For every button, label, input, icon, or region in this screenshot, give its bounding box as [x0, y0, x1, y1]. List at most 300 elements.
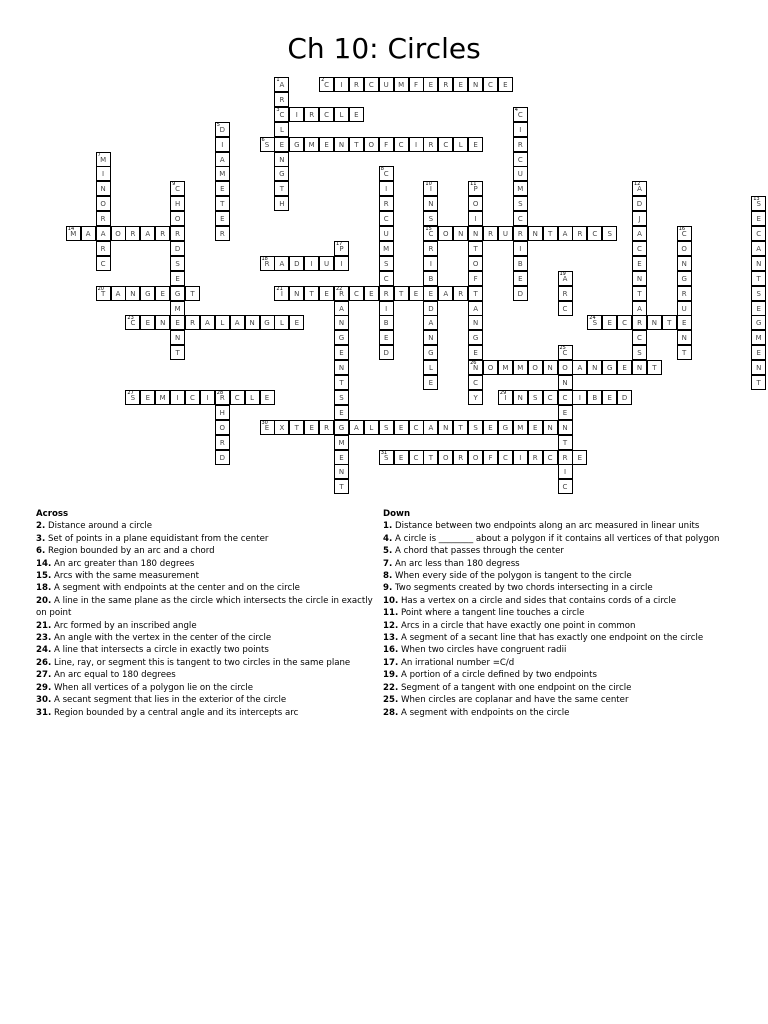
cell-letter: T: [339, 483, 344, 492]
cell-letter: N: [651, 319, 658, 328]
clue-number: 15: [425, 226, 432, 232]
clue-text: A segment with endpoints at the center and on the circle: [51, 583, 300, 594]
cell-letter: B: [592, 393, 598, 402]
cell-letter: L: [339, 110, 344, 119]
cell-letter: U: [502, 230, 508, 238]
down-clue: [383, 707, 728, 719]
clue-number: 10: [425, 181, 432, 188]
cell-letter: R: [458, 453, 464, 462]
clue-number: 26: [470, 360, 477, 367]
cell-letter: R: [562, 289, 568, 298]
clue-number: 25: [559, 345, 566, 352]
grid-cell: [334, 464, 349, 479]
grid-cell: [423, 211, 438, 226]
cell-letter: O: [562, 364, 568, 373]
grid-cell: [438, 450, 453, 465]
clue-text: Distance around a circle: [45, 521, 153, 532]
grid-cell: [513, 286, 528, 301]
cell-letter: S: [473, 423, 478, 432]
clue-number: 11: [470, 181, 477, 188]
cell-letter: S: [532, 393, 538, 402]
cell-letter: C: [562, 304, 568, 313]
grid-cell: [334, 286, 349, 301]
cell-letter: L: [369, 423, 374, 432]
cell-letter: I: [519, 453, 522, 462]
cell-letter: B: [517, 259, 523, 268]
grid-cell: [423, 420, 438, 435]
grid-cell: [334, 330, 349, 345]
cell-letter: S: [607, 230, 612, 238]
grid-cell: [274, 166, 289, 181]
grid-cell: [468, 286, 483, 301]
grid-cell: [498, 360, 513, 375]
grid-cell: [513, 196, 528, 211]
cell-letter: C: [517, 110, 523, 119]
grid-cell: [170, 330, 185, 345]
grid-cell: [513, 152, 528, 167]
down-clue: [383, 620, 728, 632]
grid-cell: [632, 211, 647, 226]
cell-letter: E: [309, 423, 314, 432]
cell-letter: E: [428, 289, 434, 298]
cell-letter: R: [562, 453, 568, 462]
cell-letter: G: [338, 423, 345, 432]
grid-cell: [587, 390, 602, 405]
cell-letter: M: [338, 438, 345, 447]
cell-letter: T: [756, 379, 761, 387]
grid-cell: [751, 345, 766, 360]
cell-letter: R: [577, 230, 583, 238]
grid-cell: [498, 450, 513, 465]
cell-letter: N: [636, 364, 643, 373]
cell-letter: S: [264, 140, 270, 149]
grid-cell: [513, 122, 528, 137]
cell-letter: S: [383, 259, 389, 268]
grid-cell: [394, 137, 409, 152]
cell-letter: O: [472, 453, 479, 462]
clue-text: Two segments created by two chords intersecting in a circle: [392, 583, 653, 594]
clue-number: 8: [380, 166, 384, 173]
clue-number: 28.: [383, 707, 399, 718]
grid-cell: [289, 107, 304, 122]
grid-cell: [543, 390, 558, 405]
grid-cell: [125, 286, 140, 301]
cell-letter: E: [220, 215, 225, 224]
grid-cell: [409, 286, 424, 301]
clue-number: 4.: [383, 533, 393, 544]
grid-cell: [513, 107, 528, 122]
down-clue: [383, 682, 728, 694]
grid-cell: [170, 181, 185, 196]
clue-number: 13.: [383, 633, 399, 644]
cell-letter: R: [190, 319, 195, 328]
grid-cell: [632, 286, 647, 301]
grid-cell: [140, 390, 155, 405]
grid-cell: [513, 137, 528, 152]
cell-letter: T: [339, 379, 344, 387]
clue-number: 29: [499, 389, 507, 396]
grid-cell: [423, 181, 438, 196]
grid-cell: [751, 211, 766, 226]
grid-cell: [587, 360, 602, 375]
down-clue-list: [383, 520, 728, 719]
across-clue: [36, 545, 380, 557]
down-clue: [383, 694, 728, 706]
clue-number: 23: [127, 315, 134, 322]
cell-letter: S: [756, 200, 761, 209]
cell-letter: R: [309, 110, 315, 119]
grid-cell: [558, 450, 573, 465]
cell-letter: C: [383, 274, 389, 283]
grid-cell: [289, 256, 304, 271]
cell-letter: C: [428, 230, 434, 238]
grid-cell: [543, 420, 558, 435]
grid-cell: [289, 137, 304, 152]
cell-letter: T: [294, 423, 299, 432]
cell-letter: T: [100, 289, 106, 298]
grid-cell: [319, 77, 334, 92]
cell-letter: O: [443, 230, 449, 238]
cell-letter: N: [532, 230, 538, 238]
grid-cell: [215, 137, 230, 152]
grid-cell: [379, 77, 394, 92]
grid-cell: [617, 390, 632, 405]
grid-cell: [215, 211, 230, 226]
cell-letter: N: [279, 155, 285, 164]
grid-cell: [304, 137, 319, 152]
grid-cell: [274, 107, 289, 122]
grid-cell: [617, 315, 632, 330]
across-heading: Across: [36, 509, 69, 519]
grid-cell: [379, 301, 394, 316]
clue-number: 20.: [36, 595, 52, 606]
grid-cell: [215, 315, 230, 330]
cell-letter: M: [159, 393, 166, 402]
clue-number: 1.: [383, 521, 393, 532]
grid-cell: [96, 286, 111, 301]
down-heading: Down: [383, 509, 411, 519]
grid-cell: [468, 301, 483, 316]
down-clue: [383, 657, 728, 669]
cell-letter: M: [502, 364, 509, 373]
grid-cell: [334, 137, 349, 152]
grid-cell: [632, 271, 647, 286]
cell-letter: E: [607, 393, 612, 402]
cell-letter: E: [383, 334, 389, 343]
cell-letter: I: [429, 259, 432, 268]
grid-cell: [170, 345, 185, 360]
cell-letter: O: [681, 244, 687, 253]
cell-letter: N: [562, 423, 568, 432]
cell-letter: A: [219, 155, 225, 164]
grid-cell: [289, 420, 304, 435]
grid-cell: [215, 435, 230, 450]
cell-letter: E: [756, 304, 761, 313]
clue-text: When all vertices of a polygon lie on the circle: [51, 682, 254, 693]
cell-letter: E: [756, 349, 761, 358]
cell-letter: A: [85, 230, 91, 238]
cell-letter: D: [219, 453, 225, 462]
grid-cell: [215, 122, 230, 137]
cell-letter: G: [145, 289, 151, 298]
clue-number: 24: [589, 315, 596, 322]
grid-cell: [558, 479, 573, 494]
cell-letter: N: [249, 319, 255, 328]
cell-letter: T: [190, 289, 195, 298]
grid-cell: [513, 211, 528, 226]
cell-letter: M: [308, 140, 315, 149]
clue-number: 7.: [383, 558, 393, 569]
grid-cell: [185, 286, 200, 301]
cell-letter: P: [339, 244, 344, 253]
clue-number: 14: [67, 226, 75, 232]
clue-text: Has a vertex on a circle and sides that contains cords of a circle: [398, 595, 677, 606]
grid-cell: [423, 271, 438, 286]
clue-number: 17: [336, 240, 343, 247]
cell-letter: C: [622, 319, 628, 328]
grid-cell: [453, 137, 468, 152]
cell-letter: D: [517, 289, 523, 298]
cell-letter: A: [756, 244, 762, 253]
cell-letter: G: [502, 423, 509, 432]
cell-letter: T: [354, 140, 359, 149]
cell-letter: E: [503, 81, 508, 89]
cell-letter: I: [295, 110, 298, 119]
grid-cell: [453, 286, 468, 301]
grid-cell: [230, 315, 245, 330]
across-clues: [36, 508, 380, 719]
grid-cell: [468, 77, 483, 92]
grid-cell: [215, 390, 230, 405]
cell-letter: N: [636, 274, 643, 283]
cell-letter: D: [383, 349, 389, 358]
cell-letter: R: [383, 200, 389, 209]
clue-number: 18.: [36, 583, 52, 594]
clue-text: An arc greater than 180 degrees: [51, 558, 195, 569]
grid-cell: [468, 390, 483, 405]
grid-cell: [379, 241, 394, 256]
cell-letter: E: [607, 319, 612, 328]
grid-cell: [215, 420, 230, 435]
grid-cell: [200, 315, 215, 330]
grid-cell: [558, 301, 573, 316]
cell-letter: E: [175, 274, 180, 283]
grid-cell: [274, 196, 289, 211]
cell-letter: R: [383, 289, 389, 298]
cell-letter: I: [414, 140, 418, 149]
cell-letter: C: [681, 230, 687, 238]
cell-letter: R: [175, 230, 181, 238]
cell-letter: A: [577, 364, 583, 373]
cell-letter: L: [428, 364, 433, 373]
cell-letter: E: [324, 140, 329, 149]
cell-letter: I: [280, 289, 283, 298]
across-clue: [36, 520, 380, 532]
clue-text: A circle is ________ about a polygon if it contains all vertices of that polygon: [392, 533, 720, 544]
cell-letter: E: [264, 393, 270, 402]
cell-letter: I: [474, 215, 477, 224]
grid-cell: [260, 390, 275, 405]
cell-letter: O: [487, 364, 494, 373]
cell-letter: A: [562, 274, 568, 283]
cell-letter: M: [517, 364, 524, 373]
grid-cell: [304, 256, 319, 271]
grid-cell: [558, 360, 573, 375]
grid-cell: [170, 315, 185, 330]
cell-letter: I: [519, 125, 522, 134]
page-title: Ch 10: Circles: [287, 32, 481, 65]
grid-cell: [587, 226, 602, 241]
grid-cell: [185, 315, 200, 330]
cell-letter: M: [398, 81, 405, 89]
grid-cell: [140, 226, 155, 241]
grid-cell: [647, 360, 662, 375]
cell-letter: A: [100, 230, 106, 238]
grid-cell: [260, 420, 275, 435]
cell-letter: U: [383, 81, 389, 89]
clue-number: 9: [172, 181, 176, 188]
cell-letter: N: [428, 334, 434, 343]
grid-cell: [677, 226, 692, 241]
cell-letter: M: [517, 185, 524, 194]
grid-cell: [334, 360, 349, 375]
down-clue: [383, 669, 728, 681]
grid-cell: [558, 435, 573, 450]
grid-cell: [379, 450, 394, 465]
grid-cell: [334, 390, 349, 405]
cell-letter: C: [517, 215, 523, 224]
cell-letter: R: [100, 244, 106, 253]
cell-letter: I: [385, 304, 388, 313]
cell-letter: E: [622, 364, 627, 373]
grid-cell: [483, 420, 498, 435]
grid-cell: [379, 286, 394, 301]
grid-cell: [379, 256, 394, 271]
grid-cell: [394, 77, 409, 92]
grid-cell: [677, 330, 692, 345]
clue-text: When two circles have congruent radii: [398, 645, 567, 656]
grid-cell: [96, 211, 111, 226]
grid-cell: [513, 271, 528, 286]
clue-text: A secant segment that lies in the exterior of the circle: [51, 695, 287, 706]
grid-cell: [319, 286, 334, 301]
clue-number: 12: [634, 181, 641, 188]
cell-letter: C: [547, 453, 553, 462]
grid-cell: [334, 345, 349, 360]
cell-letter: C: [130, 319, 136, 328]
cell-letter: A: [279, 259, 285, 268]
grid-cell: [96, 241, 111, 256]
grid-cell: [245, 315, 260, 330]
grid-cell: [513, 360, 528, 375]
grid-cell: [96, 181, 111, 196]
grid-cell: [334, 420, 349, 435]
cell-letter: O: [472, 259, 479, 268]
grid-cell: [215, 226, 230, 241]
grid-cell: [81, 226, 96, 241]
clue-number: 3.: [36, 533, 46, 544]
cell-letter: E: [294, 319, 300, 328]
grid-cell: [632, 330, 647, 345]
across-clue: [36, 644, 380, 656]
grid-cell: [334, 405, 349, 420]
cell-letter: M: [100, 155, 107, 164]
cell-letter: E: [518, 274, 523, 283]
clue-number: 21: [276, 285, 283, 292]
grid-cell: [334, 435, 349, 450]
cell-letter: T: [756, 274, 761, 283]
grid-cell: [468, 360, 483, 375]
cell-letter: H: [174, 200, 181, 209]
cell-letter: R: [219, 438, 225, 447]
cell-letter: I: [563, 468, 567, 477]
clue-number: 19.: [383, 670, 399, 681]
grid-cell: [96, 196, 111, 211]
clue-text: An arc equal to 180 degrees: [51, 670, 176, 681]
grid-cell: [751, 315, 766, 330]
grid-cell: [274, 181, 289, 196]
grid-cell: [215, 196, 230, 211]
grid-cell: [438, 420, 453, 435]
cell-letter: O: [443, 453, 449, 462]
clue-number: 16: [678, 226, 686, 232]
grid-cell: [423, 345, 438, 360]
cell-letter: P: [473, 185, 478, 194]
grid-cell: [379, 196, 394, 211]
cell-letter: T: [279, 185, 285, 194]
cell-letter: M: [219, 170, 226, 179]
grid-cell: [558, 390, 573, 405]
grid-cell: [423, 196, 438, 211]
cell-letter: D: [636, 200, 643, 209]
cell-letter: S: [383, 423, 389, 432]
cell-letter: E: [369, 289, 374, 298]
clue-number: 6: [261, 136, 265, 143]
clue-number: 30: [261, 419, 268, 426]
grid-cell: [349, 107, 364, 122]
grid-cell: [528, 390, 543, 405]
grid-cell: [423, 77, 438, 92]
grid-cell: [379, 330, 394, 345]
clue-text: A segment with endpoints on the circle: [398, 707, 570, 718]
across-clue: [36, 682, 380, 694]
grid-cell: [379, 345, 394, 360]
cell-letter: L: [279, 319, 284, 328]
across-clue: [36, 694, 380, 706]
grid-cell: [423, 360, 438, 375]
grid-cell: [111, 226, 126, 241]
across-clue: [36, 533, 380, 545]
cell-letter: C: [592, 230, 598, 238]
down-clue: [383, 570, 728, 582]
grid-cell: [423, 450, 438, 465]
grid-cell: [558, 226, 573, 241]
clue-text: A line that intersects a circle in exactly two points: [51, 645, 269, 656]
cell-letter: R: [428, 244, 434, 253]
grid-cell: [215, 152, 230, 167]
grid-cell: [677, 286, 692, 301]
grid-cell: [677, 256, 692, 271]
cell-letter: D: [219, 125, 225, 134]
cell-letter: E: [681, 319, 687, 328]
across-clue: [36, 558, 380, 570]
grid-cell: [289, 315, 304, 330]
cell-letter: A: [562, 230, 568, 238]
clue-number: 12.: [383, 620, 399, 631]
grid-cell: [155, 390, 170, 405]
cell-letter: S: [175, 259, 180, 268]
cell-letter: E: [473, 349, 478, 358]
